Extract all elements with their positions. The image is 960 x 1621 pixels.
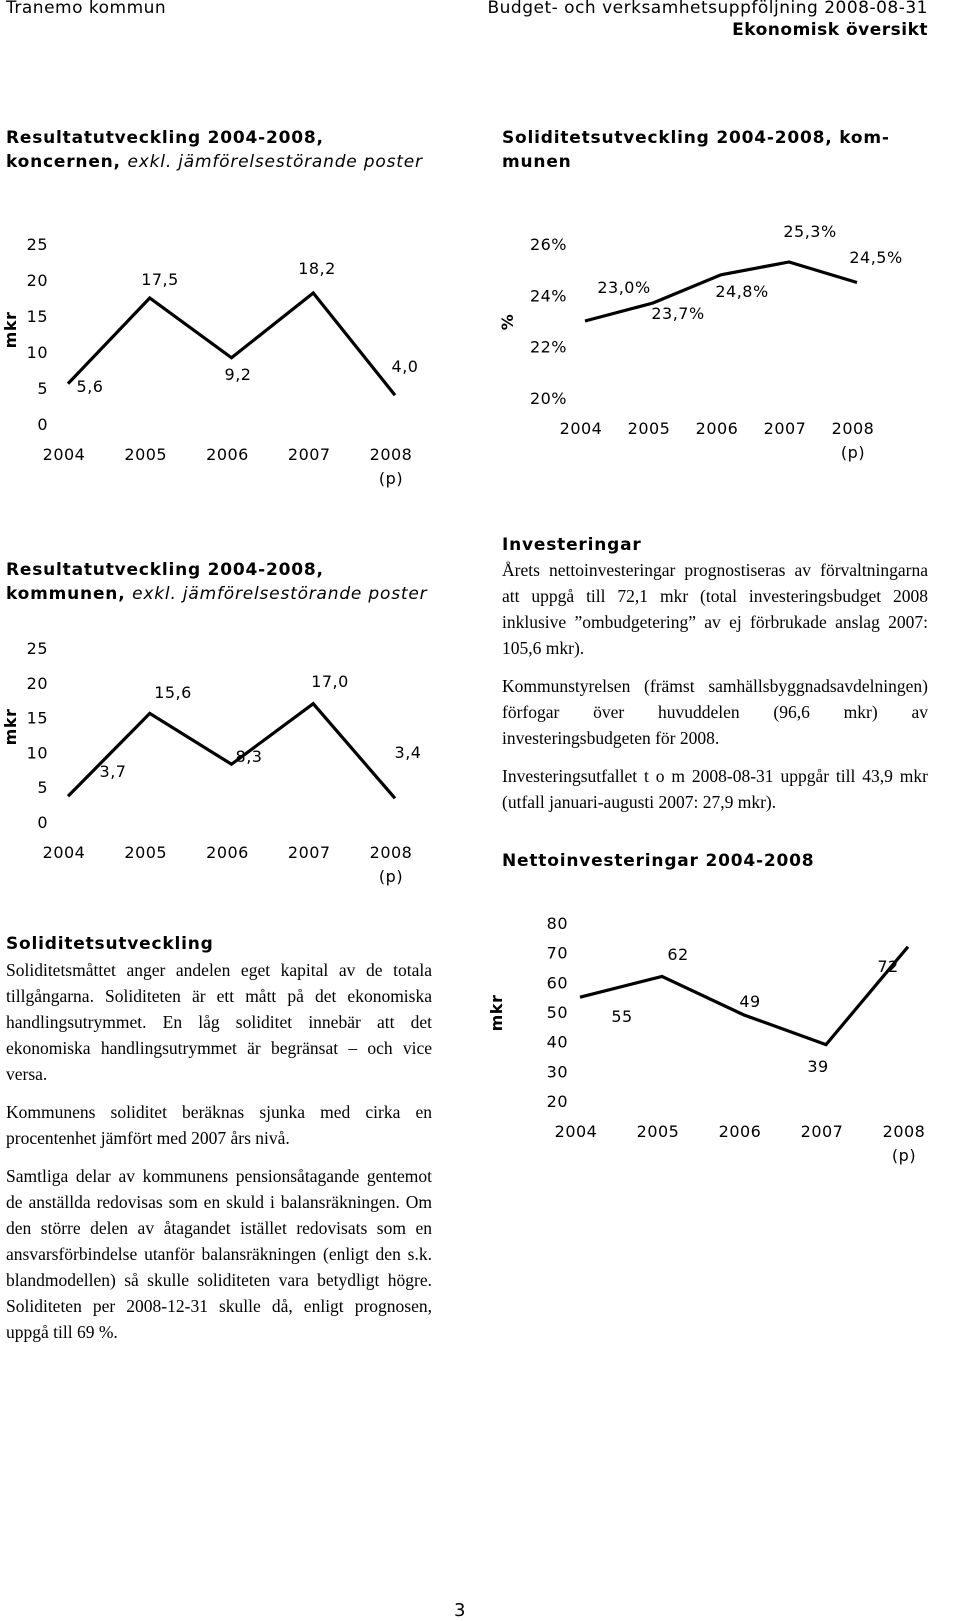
data-label: 18,2 [298, 259, 336, 278]
data-label: 25,3% [783, 222, 836, 241]
data-label: 9,2 [225, 365, 252, 384]
data-label: 39 [807, 1057, 828, 1076]
chart1-title-plain: koncernen, [6, 152, 128, 172]
y-tick-label: 20 [27, 271, 48, 290]
data-label: 55 [611, 1007, 632, 1026]
data-label: 17,0 [311, 672, 349, 691]
chart2-title [502, 126, 922, 174]
data-label: 24,5% [849, 248, 902, 267]
series-line [68, 704, 395, 799]
y-tick-label: 15 [27, 709, 48, 728]
y-tick-label: 70 [547, 944, 568, 963]
x-tick-label: 2005 [124, 843, 167, 862]
chart1-title-line1: Resultatutveckling 2004-2008, [6, 126, 466, 150]
y-tick-label: 40 [547, 1033, 568, 1052]
x-tick-label: 2006 [719, 1122, 762, 1141]
data-label: 23,0% [597, 278, 650, 297]
page-number: 3 [454, 1600, 466, 1621]
x-tick-label: 2004 [560, 419, 603, 438]
y-axis-label: mkr [487, 995, 506, 1032]
x-tick-sublabel: (p) [841, 443, 865, 462]
data-label: 8,3 [236, 747, 263, 766]
y-tick-label: 15 [27, 307, 48, 326]
data-label: 24,8% [715, 282, 768, 301]
x-tick-label: 2006 [206, 445, 249, 464]
y-axis-label: mkr [1, 312, 20, 349]
y-tick-label: 10 [27, 743, 48, 762]
y-tick-label: 50 [547, 1003, 568, 1022]
x-tick-label: 2008 [370, 445, 413, 464]
data-label: 17,5 [141, 270, 179, 289]
y-tick-label: 10 [27, 343, 48, 362]
chart1-title-italic: exkl. jämförelsestörande poster [128, 152, 423, 172]
data-label: 49 [739, 992, 760, 1011]
soliditet-paragraph: Soliditetsmåttet anger andelen eget kapital av de totala tillgångarna. Soliditeten är ett mått på det ekonomiska handlingsutrymmet. En låg soliditet innebär att det ekonomiska handlingsutrymmet är begränsat – och vice versa. [6, 957, 432, 1087]
chart3-title-plain: kommunen, [6, 584, 132, 604]
chart2-title-line2: munen [502, 150, 922, 174]
y-tick-label: 20 [547, 1092, 568, 1111]
x-tick-label: 2006 [696, 419, 739, 438]
x-tick-label: 2006 [206, 843, 249, 862]
y-tick-label: 26% [530, 235, 567, 254]
chart-resultat-koncernen [0, 220, 450, 500]
y-tick-label: 5 [37, 778, 48, 797]
y-tick-label: 20% [530, 389, 567, 408]
x-tick-label: 2005 [124, 445, 167, 464]
y-tick-label: 30 [547, 1062, 568, 1081]
x-tick-label: 2008 [883, 1122, 926, 1141]
data-label: 72 [877, 957, 898, 976]
y-tick-label: 0 [37, 813, 48, 832]
x-tick-sublabel: (p) [379, 867, 403, 886]
chart-soliditet-kommunen [495, 220, 925, 470]
soliditet-paragraph: Kommunens soliditet beräknas sjunka med cirka en procentenhet jämfört med 2007 års nivå. [6, 1099, 432, 1151]
header-right-line2: Ekonomisk översikt [732, 20, 928, 40]
x-tick-label: 2007 [801, 1122, 844, 1141]
y-tick-label: 24% [530, 286, 567, 305]
investeringar-heading: Investeringar [502, 533, 642, 557]
chart1-title-line2 [6, 150, 466, 174]
investeringar-paragraph: Årets nettoinvesteringar prognostiseras av förvaltningarna att uppgå till 72,1 mkr (total investeringsbudget 2008 inklusive ”ombudgetering” av ej förbrukade anslag 2007: 105,6 mkr). [502, 557, 928, 661]
chart3-title-line1: Resultatutveckling 2004-2008, [6, 558, 476, 582]
x-tick-label: 2007 [764, 419, 807, 438]
data-label: 62 [667, 945, 688, 964]
data-label: 4,0 [392, 357, 419, 376]
investeringar-paragraph: Kommunstyrelsen (främst samhällsbyggnadsavdelningen) förfogar över huvuddelen (96,6 mkr) av investeringsbudgeten för 2008. [502, 673, 928, 751]
header-right-line1: Budget- och verksamhetsuppföljning 2008-08-31 [487, 0, 928, 18]
soliditet-heading: Soliditetsutveckling [6, 932, 214, 956]
y-tick-label: 20 [27, 674, 48, 693]
investeringar-paragraph: Investeringsutfallet t o m 2008-08-31 uppgår till 43,9 mkr (utfall januari-augusti 2007: 27,9 mkr). [502, 763, 928, 815]
header-left: Tranemo kommun [6, 0, 166, 18]
investeringar-text [502, 557, 928, 827]
y-axis-label: % [498, 314, 517, 331]
chart3-title-line2 [6, 582, 476, 606]
x-tick-label: 2004 [43, 843, 86, 862]
x-tick-label: 2007 [288, 843, 331, 862]
y-tick-label: 25 [27, 639, 48, 658]
x-tick-label: 2005 [628, 419, 671, 438]
y-tick-label: 25 [27, 235, 48, 254]
chart-resultat-kommunen [0, 630, 450, 895]
y-tick-label: 22% [530, 338, 567, 357]
data-label: 5,6 [77, 377, 104, 396]
y-tick-label: 0 [37, 415, 48, 434]
x-tick-label: 2008 [832, 419, 875, 438]
y-tick-label: 80 [547, 914, 568, 933]
chart2-title-line1: Soliditetsutveckling 2004-2008, kom- [502, 126, 922, 150]
data-label: 23,7% [651, 304, 704, 323]
soliditet-text [6, 957, 432, 1357]
x-tick-label: 2004 [43, 445, 86, 464]
nettoinvesteringar-heading: Nettoinvesteringar 2004-2008 [502, 849, 814, 873]
y-axis-label: mkr [1, 709, 20, 746]
x-tick-label: 2008 [370, 843, 413, 862]
x-tick-label: 2007 [288, 445, 331, 464]
data-label: 3,7 [100, 762, 127, 781]
x-tick-sublabel: (p) [892, 1146, 916, 1165]
y-tick-label: 5 [37, 379, 48, 398]
x-tick-label: 2004 [555, 1122, 598, 1141]
chart3-title [6, 558, 476, 606]
chart3-title-italic: exkl. jämförelsestörande poster [132, 584, 427, 604]
x-tick-sublabel: (p) [379, 469, 403, 488]
chart1-title [6, 126, 466, 174]
x-tick-label: 2005 [637, 1122, 680, 1141]
y-tick-label: 60 [547, 973, 568, 992]
data-label: 15,6 [154, 683, 192, 702]
soliditet-paragraph: Samtliga delar av kommunens pensionsåtagande gentemot de anställda redovisas som en skuld i balansräkningen. Om den större delen av åtagandet istället redovisats som en ansvarsförbindelse utanför balansräkningen (enligt den s.k. blandmodellen) så skulle soliditeten vara betydligt högre. Soliditeten per 2008-12-31 skulle då, enligt prognosen, uppgå till 69 %. [6, 1163, 432, 1345]
chart-nettoinvesteringar [480, 905, 930, 1170]
data-label: 3,4 [395, 743, 422, 762]
